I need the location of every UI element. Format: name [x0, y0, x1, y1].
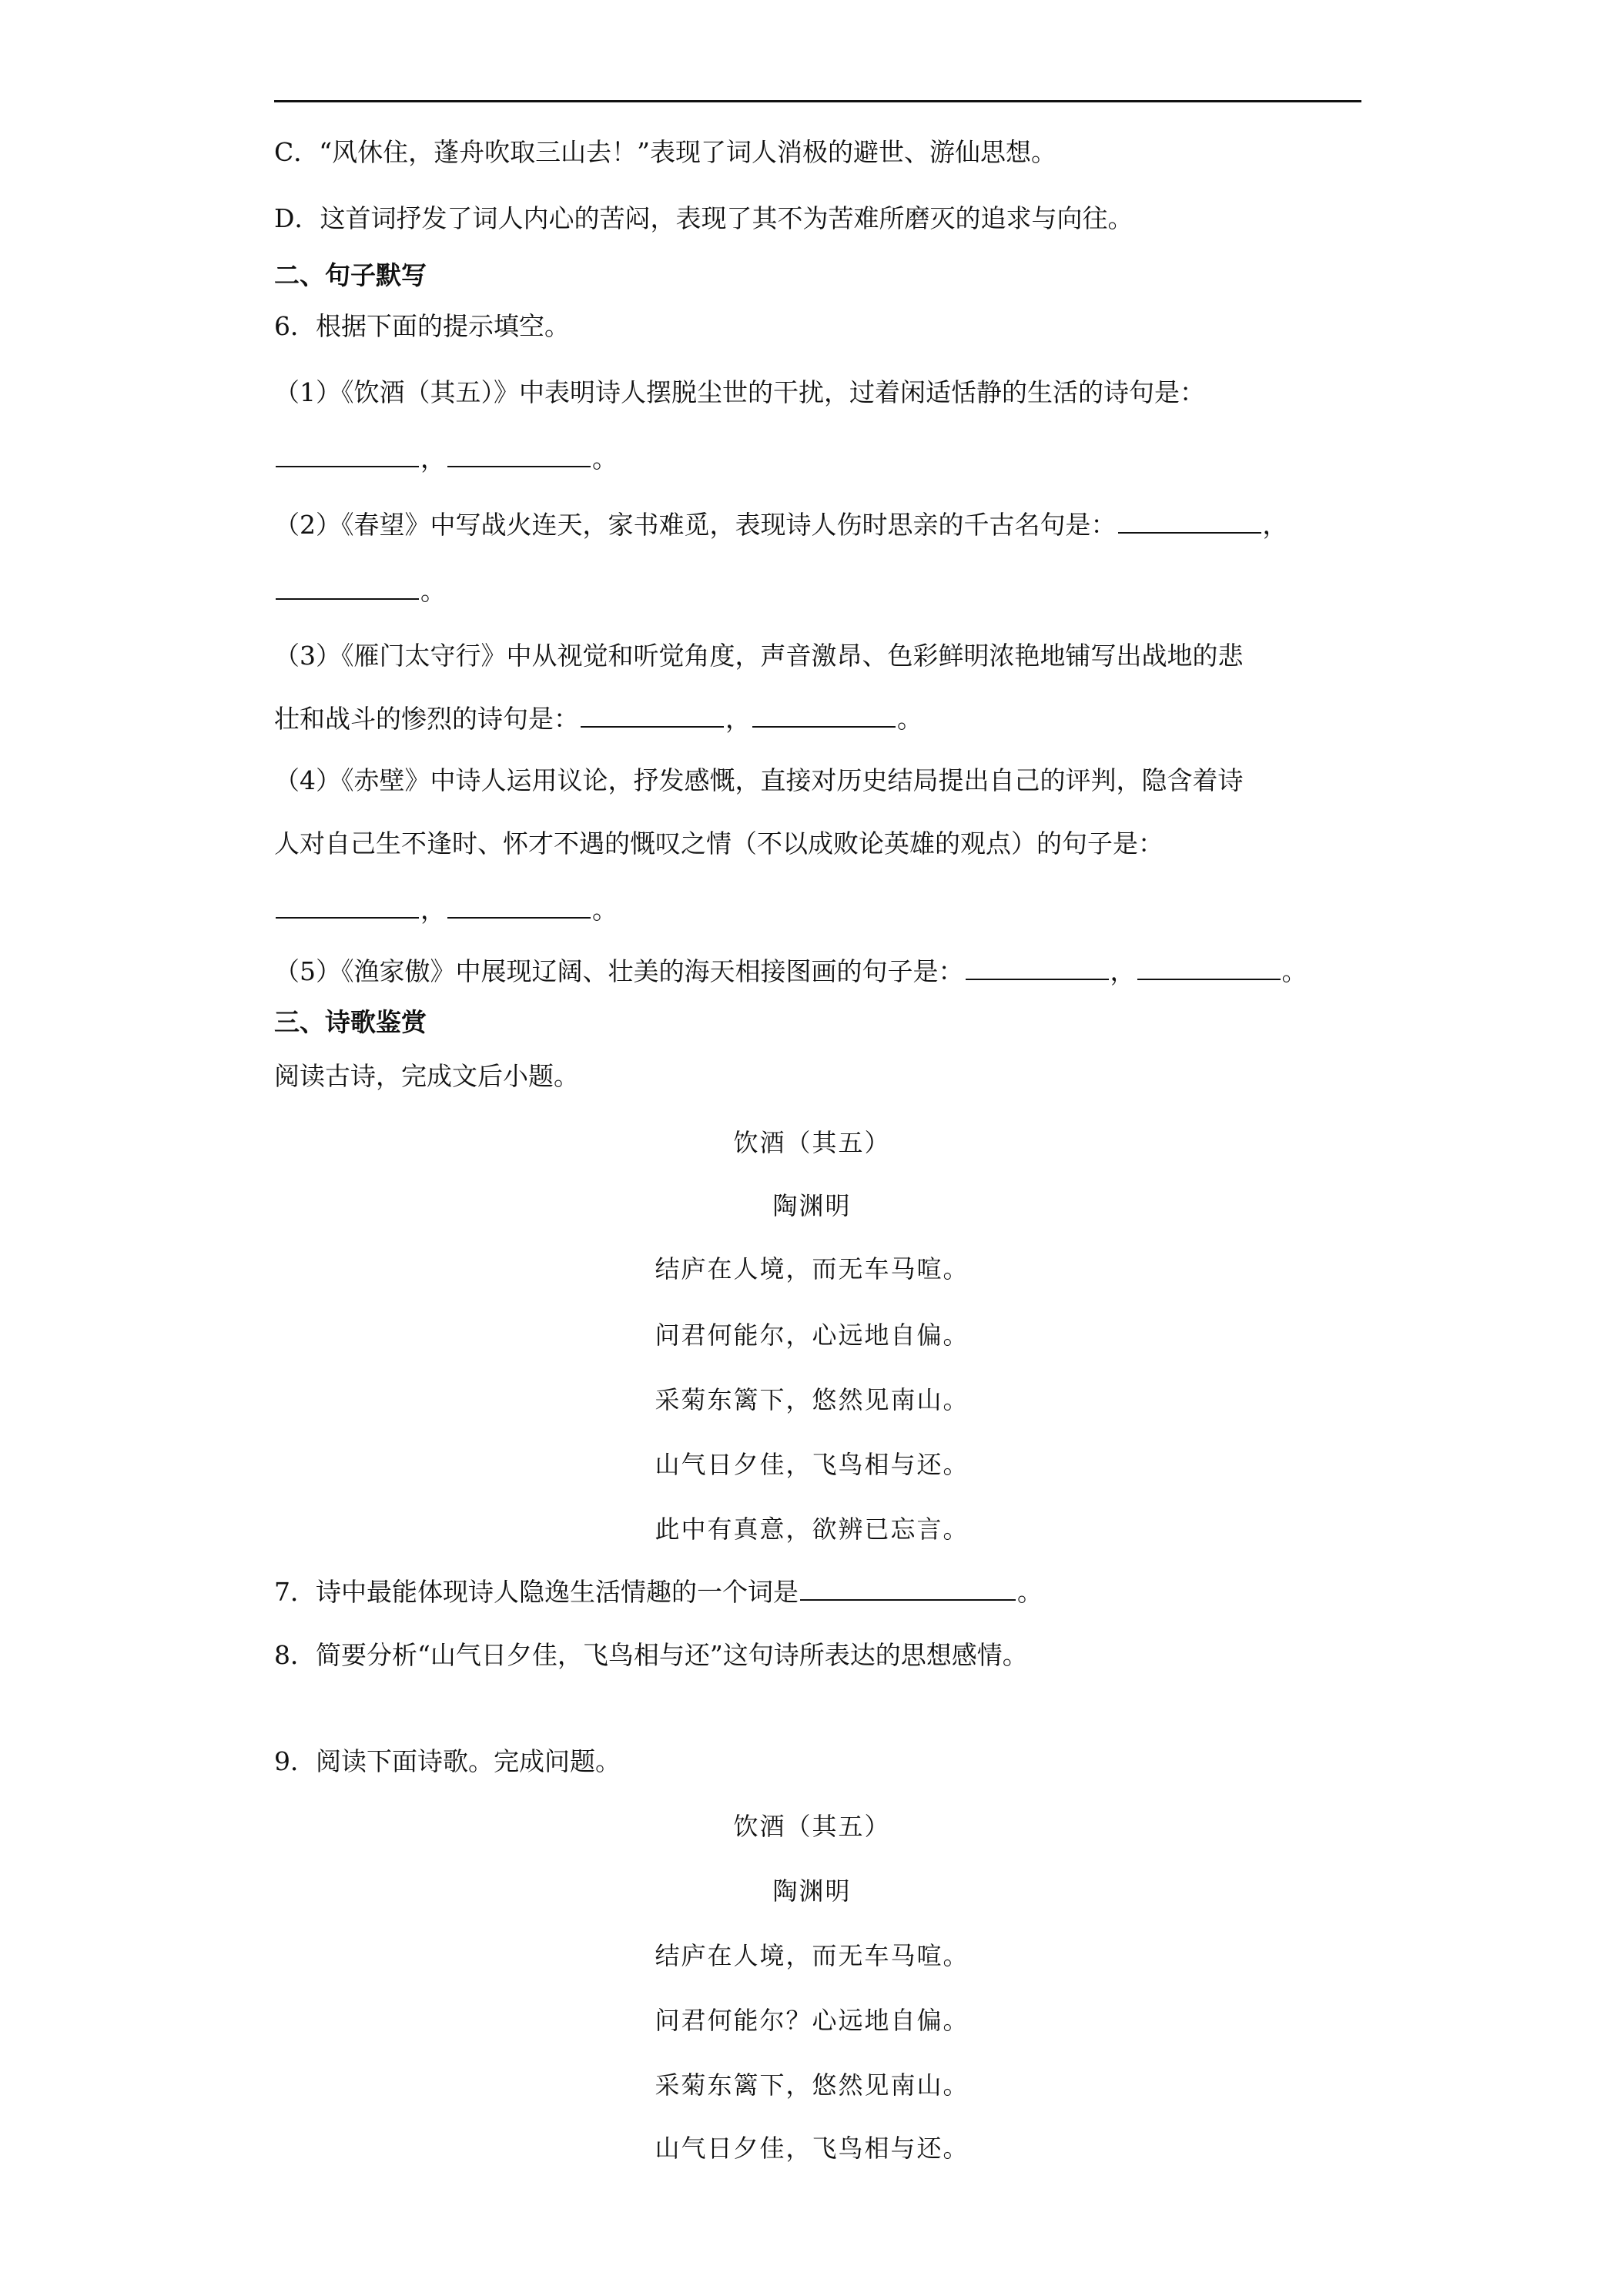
poem-author: 陶渊明: [772, 1876, 852, 1906]
question-9: 9．阅读下面诗歌。完成问题。: [274, 1746, 621, 1776]
poem-verse: 山气日夕佳，飞鸟相与还。: [655, 1450, 969, 1479]
poem-verse: 问君何能尔，心远地自偏。: [655, 1320, 969, 1350]
question-6-1-text: （1）《饮酒（其五）》中表明诗人摆脱尘世的干扰，过着闲适恬静的生活的诗句是：: [274, 377, 1205, 407]
option-c: C．“风休住，蓬舟吹取三山去！”表现了词人消极的避世、游仙思想。: [274, 137, 1056, 167]
question-6-2-answer: 。: [274, 574, 446, 608]
poem-verse: 此中有真意，欲辨已忘言。: [655, 1514, 969, 1544]
answer-blank[interactable]: [447, 895, 591, 919]
question-8: 8．简要分析“山气日夕佳，飞鸟相与还”这句诗所表达的思想感情。: [274, 1640, 1028, 1670]
answer-blank[interactable]: [447, 444, 591, 467]
answer-blank[interactable]: [1118, 510, 1261, 534]
answer-blank[interactable]: [581, 705, 724, 728]
answer-blank[interactable]: [1137, 957, 1281, 980]
header-rule: [274, 100, 1361, 102]
question-6-4-answer: ， 。: [274, 893, 618, 927]
question-6-4-text: （4）《赤壁》中诗人运用议论，抒发感慨，直接对历史结局提出自己的评判，隐含着诗: [274, 765, 1244, 795]
question-6-4-text-cont: 人对自己生不逢时、怀才不遇的慨叹之情（不以成败论英雄的观点）的句子是：: [274, 828, 1164, 858]
answer-blank[interactable]: [276, 444, 419, 467]
answer-blank[interactable]: [966, 957, 1109, 980]
poem-author: 陶渊明: [772, 1191, 852, 1220]
poem-title: 饮酒（其五）: [733, 1812, 891, 1841]
question-6-1-answer: ， 。: [274, 442, 618, 476]
section-heading-dictation: 二、句子默写: [274, 260, 427, 290]
answer-blank[interactable]: [800, 1578, 1016, 1601]
question-7: 7．诗中最能体现诗人隐逸生活情趣的一个词是 。: [274, 1577, 1043, 1607]
poem-verse: 采菊东篱下，悠然见南山。: [655, 2070, 969, 2100]
poem-verse: 结庐在人境，而无车马喧。: [655, 1941, 969, 1970]
answer-blank[interactable]: [752, 705, 896, 728]
answer-blank[interactable]: [276, 577, 419, 600]
question-6-prompt: 6．根据下面的提示填空。: [274, 311, 570, 341]
option-d: D．这首词抒发了词人内心的苦闷，表现了其不为苦难所磨灭的追求与向往。: [274, 203, 1133, 233]
reading-instruction: 阅读古诗，完成文后小题。: [274, 1061, 579, 1091]
question-6-2-text: （2）《春望》中写战火连天，家书难觅，表现诗人伤时思亲的千古名句是： ，: [274, 510, 1288, 540]
section-heading-poetry: 三、诗歌鉴赏: [274, 1007, 427, 1037]
question-6-3-answer: 壮和战斗的惨烈的诗句是： ， 。: [274, 704, 922, 734]
question-6-3-text: （3）《雁门太守行》中从视觉和听觉角度，声音激昂、色彩鲜明浓艳地铺写出战地的悲: [274, 641, 1244, 671]
poem-verse: 结庐在人境，而无车马喧。: [655, 1254, 969, 1284]
poem-verse: 问君何能尔？心远地自偏。: [655, 2006, 969, 2035]
poem-verse: 采菊东篱下，悠然见南山。: [655, 1385, 969, 1414]
poem-verse: 山气日夕佳，飞鸟相与还。: [655, 2134, 969, 2163]
answer-blank[interactable]: [276, 895, 419, 919]
question-6-5-text: （5）《渔家傲》中展现辽阔、壮美的海天相接图画的句子是： ， 。: [274, 956, 1308, 986]
poem-title: 饮酒（其五）: [733, 1128, 891, 1157]
